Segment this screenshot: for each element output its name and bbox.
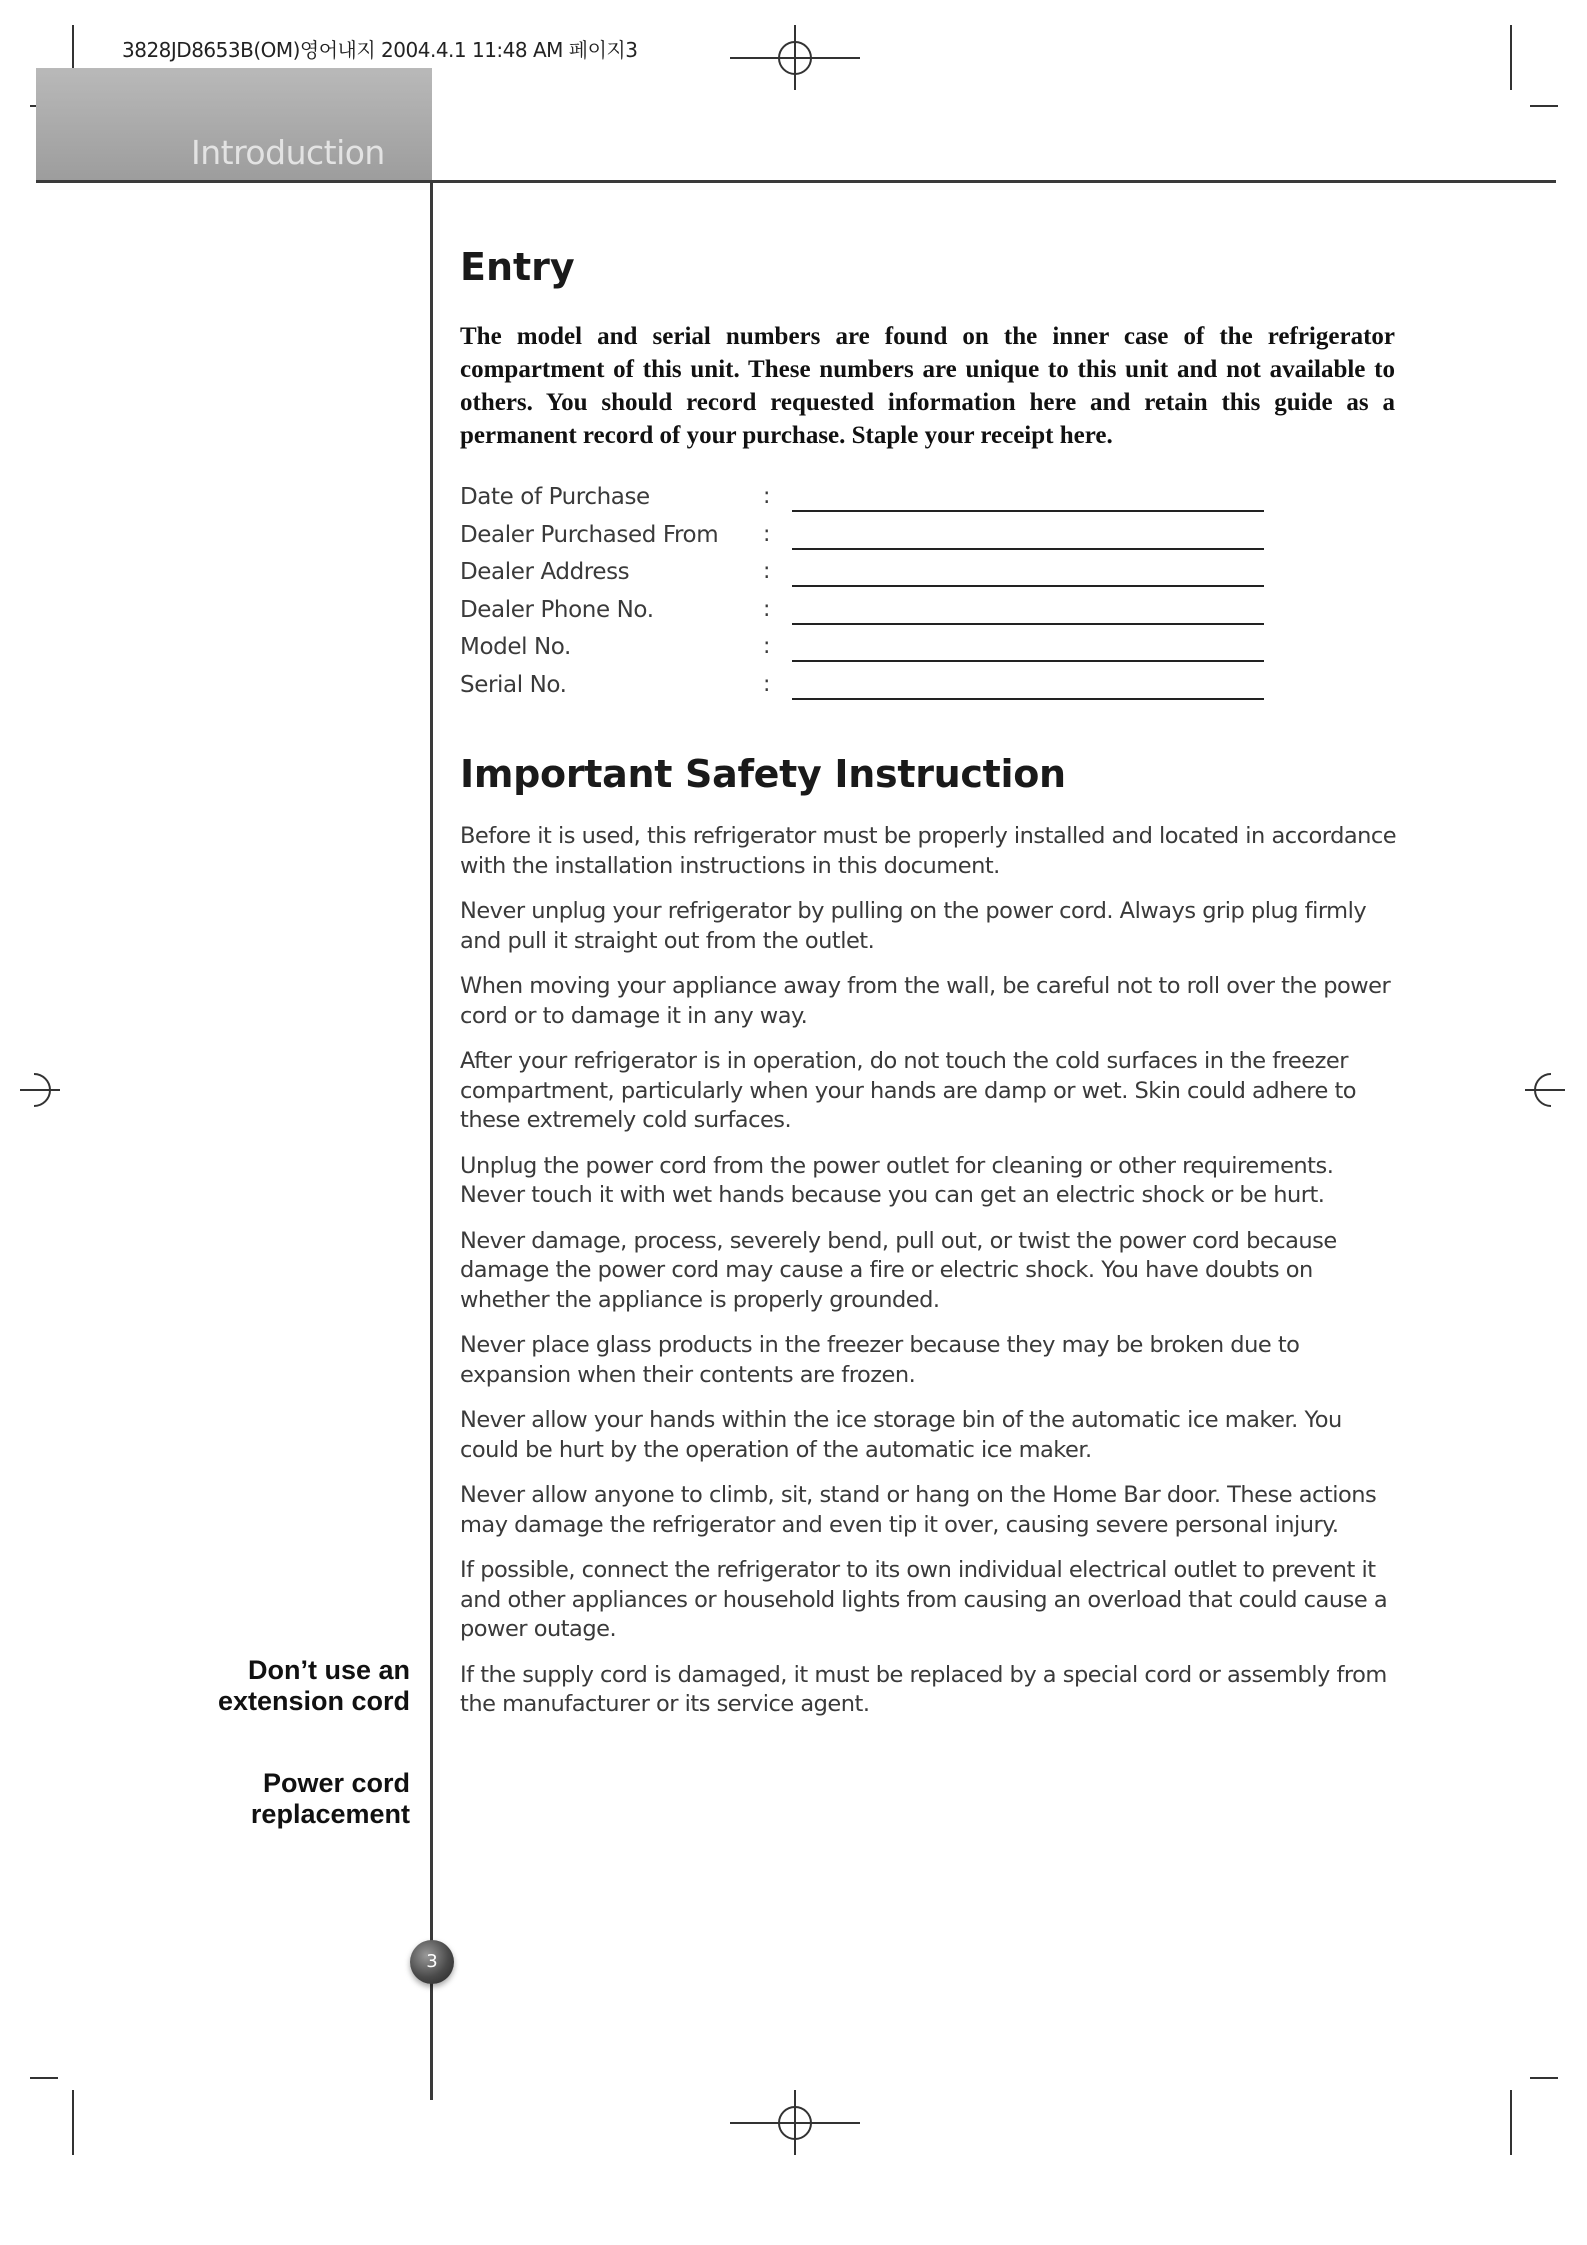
safety-paragraph: Unplug the power cord from the power outlet for cleaning or other requirements. Never touch it with wet hands because you can get an electric shock or be hurt. bbox=[460, 1152, 1334, 1208]
form-colon: : bbox=[763, 634, 771, 659]
blank-line bbox=[792, 698, 1264, 700]
side-note-line: Don’t use an bbox=[247, 1655, 410, 1685]
safety-instructions bbox=[460, 822, 1400, 1736]
column-divider bbox=[430, 180, 433, 2100]
registration-mark-left bbox=[20, 1070, 60, 1110]
form-row-dealer-purchased-from bbox=[460, 518, 1280, 556]
safety-paragraph-cord-replacement: If the supply cord is damaged, it must be replaced by a special cord or assembly from the manufacturer or its service agent. bbox=[460, 1661, 1387, 1717]
registration-mark-right bbox=[1525, 1070, 1565, 1110]
form-row-dealer-address bbox=[460, 555, 1280, 593]
form-colon: : bbox=[763, 596, 771, 622]
safety-paragraph: Never allow anyone to climb, sit, stand or hang on the Home Bar door. These actions may damage the refrigerator and even tip it over, causing severe personal injury. bbox=[460, 1482, 1377, 1538]
blank-line bbox=[792, 548, 1264, 550]
print-header: 3828JD8653B(OM)영어내지 2004.4.1 11:48 AM 페이지3 bbox=[122, 38, 638, 62]
form-label: Serial No. bbox=[460, 671, 567, 698]
side-note-line: Power cord bbox=[262, 1768, 410, 1798]
safety-heading: Important Safety Instruction bbox=[460, 752, 1066, 796]
safety-paragraph: Before it is used, this refrigerator must be properly installed and located in accordance with the installation instructions in this document. bbox=[460, 823, 1397, 879]
safety-paragraph: Never allow your hands within the ice storage bin of the automatic ice maker. You could be hurt by the operation of the automatic ice maker. bbox=[460, 1407, 1342, 1463]
form-row-dealer-phone bbox=[460, 593, 1280, 631]
safety-paragraph: Never damage, process, severely bend, pull out, or twist the power cord because damage the power cord may cause a fire or electric shock. You have doubts on whether the appliance is properly grounded. bbox=[460, 1227, 1337, 1313]
section-tab-label: Introduction bbox=[191, 133, 385, 172]
form-row-date-of-purchase bbox=[460, 480, 1280, 518]
form-colon: : bbox=[763, 484, 771, 509]
side-note-line: extension cord bbox=[217, 1686, 410, 1716]
section-tab bbox=[36, 68, 432, 180]
blank-line bbox=[792, 510, 1264, 512]
safety-paragraph: Never place glass products in the freezer because they may be broken due to expansion when their contents are frozen. bbox=[460, 1332, 1300, 1388]
form-label: Dealer Phone No. bbox=[460, 596, 654, 623]
registration-mark-bottom bbox=[730, 2090, 860, 2155]
form-row-serial-no bbox=[460, 668, 1280, 706]
form-colon: : bbox=[763, 559, 771, 584]
safety-paragraph-extension-cord: If possible, connect the refrigerator to its own individual electrical outlet to prevent it and other appliances or household lights from causing an overload that could cause a power outage. bbox=[460, 1557, 1388, 1642]
safety-paragraph: After your refrigerator is in operation, do not touch the cold surfaces in the freezer compartment, particularly when your hands are damp or wet. Skin could adhere to these extremely cold surfaces. bbox=[460, 1048, 1357, 1133]
entry-intro: The model and serial numbers are found on the inner case of the refrigerator compartment of this unit. These numbers are unique to this unit and not available to others. You should record requested information here and retain this guide as a permanent record of your purchase. Staple your receipt here. bbox=[460, 323, 1395, 449]
form-label: Dealer Address bbox=[460, 559, 630, 585]
form-label: Model No. bbox=[460, 634, 571, 660]
form-colon: : bbox=[763, 521, 771, 547]
registration-mark-top bbox=[730, 25, 860, 90]
safety-paragraph: Never unplug your refrigerator by pulling on the power cord. Always grip plug firmly and pull it straight out from the outlet. bbox=[460, 898, 1367, 954]
header-rule bbox=[36, 180, 1556, 183]
side-note-line: replacement bbox=[250, 1799, 410, 1829]
form-colon: : bbox=[763, 671, 771, 697]
side-note-extension-cord bbox=[218, 1655, 410, 1717]
purchase-record-form bbox=[460, 480, 1280, 705]
form-label: Dealer Purchased From bbox=[460, 521, 719, 548]
side-note-cord-replacement bbox=[251, 1768, 410, 1830]
form-label: Date of Purchase bbox=[460, 484, 650, 510]
safety-paragraph: When moving your appliance away from the wall, be careful not to roll over the power cord or to damage it in any way. bbox=[460, 973, 1391, 1029]
blank-line bbox=[792, 585, 1264, 587]
page-number-badge: 3 bbox=[410, 1940, 454, 1984]
entry-heading: Entry bbox=[460, 245, 575, 289]
form-row-model-no bbox=[460, 630, 1280, 668]
blank-line bbox=[792, 623, 1264, 625]
blank-line bbox=[792, 660, 1264, 662]
